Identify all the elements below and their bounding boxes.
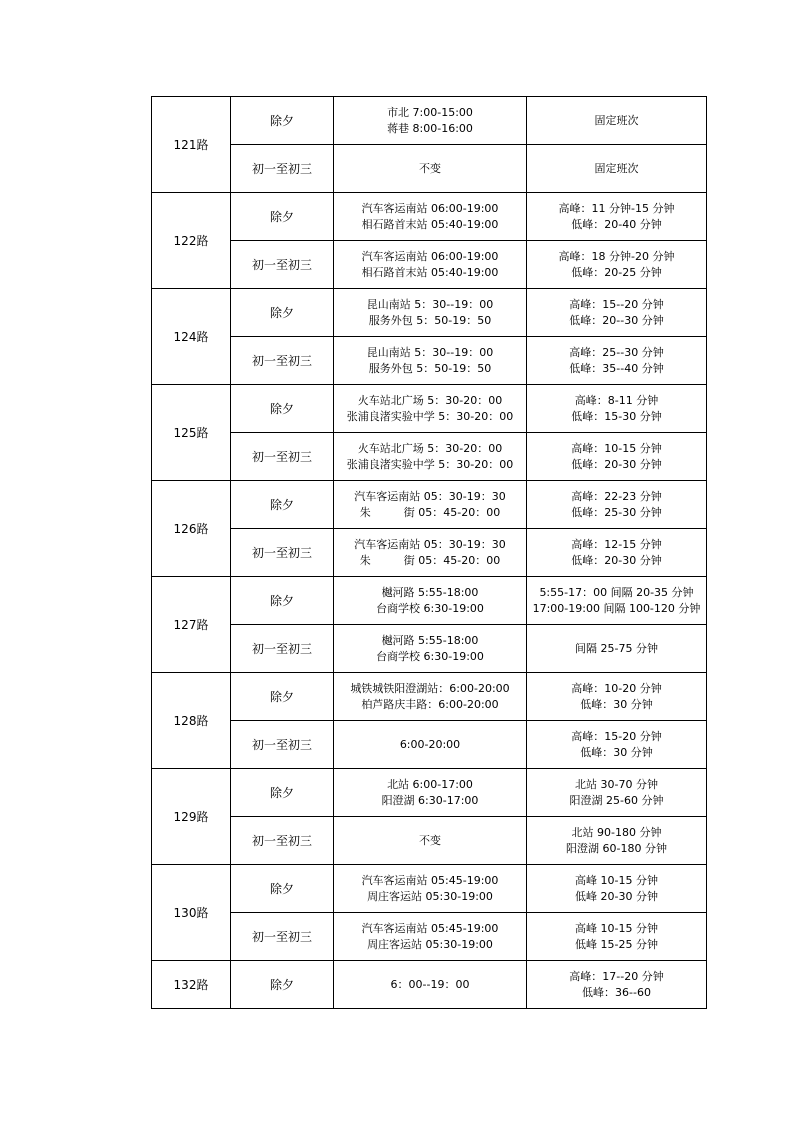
interval-cell — [527, 625, 707, 673]
interval-line: 高峰：22-23 分钟 — [571, 489, 662, 503]
interval-line: 高峰：25--30 分钟 — [569, 345, 664, 359]
operating-hours-line: 北站 6:00-17:00 — [387, 777, 473, 791]
day-cell: 除夕 — [231, 97, 334, 145]
table-row — [152, 625, 707, 673]
interval-line: 低峰：36--60 — [582, 985, 651, 999]
interval-line: 阳澄湖 60-180 分钟 — [566, 841, 667, 855]
operating-hours-line: 周庄客运站 05:30-19:00 — [367, 937, 493, 951]
table-row — [152, 721, 707, 769]
operating-hours-line: 城铁城铁阳澄湖站：6:00-20:00 — [350, 681, 510, 695]
interval-line: 低峰：30 分钟 — [580, 745, 653, 759]
table-row — [152, 385, 707, 433]
operating-hours-line: 阳澄湖 6:30-17:00 — [381, 793, 479, 807]
interval-line: 低峰 20-30 分钟 — [575, 889, 658, 903]
operating-hours-line: 汽车客运南站 06:00-19:00 — [361, 201, 499, 215]
operating-hours-cell — [334, 289, 527, 337]
operating-hours-line: 张浦良渚实验中学 5：30-20：00 — [346, 409, 514, 423]
interval-line: 高峰 10-15 分钟 — [575, 921, 658, 935]
operating-hours-cell — [334, 673, 527, 721]
table-row — [152, 193, 707, 241]
operating-hours-line: 朱 街 05：45-20：00 — [359, 553, 501, 567]
operating-hours-line: 樾河路 5:55-18:00 — [381, 585, 479, 599]
interval-cell — [527, 817, 707, 865]
route-number-cell: 126路 — [152, 481, 231, 577]
interval-line: 高峰：15--20 分钟 — [569, 297, 664, 311]
interval-line: 北站 30-70 分钟 — [575, 777, 658, 791]
interval-cell — [527, 97, 707, 145]
operating-hours-line: 汽车客运南站 05:45-19:00 — [361, 873, 499, 887]
interval-line: 高峰：10-20 分钟 — [571, 681, 662, 695]
operating-hours-cell — [334, 577, 527, 625]
operating-hours-cell — [334, 241, 527, 289]
operating-hours-line: 服务外包 5：50-19：50 — [368, 313, 492, 327]
interval-cell — [527, 529, 707, 577]
operating-hours-cell — [334, 481, 527, 529]
day-cell: 初一至初三 — [231, 433, 334, 481]
day-cell: 初一至初三 — [231, 145, 334, 193]
operating-hours-cell — [334, 145, 527, 193]
operating-hours-line: 台商学校 6:30-19:00 — [376, 649, 484, 663]
route-number-cell: 121路 — [152, 97, 231, 193]
table-row — [152, 97, 707, 145]
interval-line: 高峰：10-15 分钟 — [571, 441, 662, 455]
interval-line: 高峰：8-11 分钟 — [574, 393, 659, 407]
interval-line: 高峰 10-15 分钟 — [575, 873, 658, 887]
interval-line: 低峰 15-25 分钟 — [575, 937, 658, 951]
operating-hours-cell — [334, 865, 527, 913]
operating-hours-line: 相石路首末站 05:40-19:00 — [361, 217, 499, 231]
operating-hours-cell — [334, 721, 527, 769]
interval-line: 低峰：30 分钟 — [580, 697, 653, 711]
day-cell: 初一至初三 — [231, 625, 334, 673]
day-cell: 除夕 — [231, 577, 334, 625]
interval-line: 高峰：11 分钟-15 分钟 — [558, 201, 675, 215]
operating-hours-cell — [334, 97, 527, 145]
interval-line: 高峰：15-20 分钟 — [571, 729, 662, 743]
operating-hours-cell — [334, 817, 527, 865]
interval-cell — [527, 145, 707, 193]
table-row — [152, 577, 707, 625]
table-row — [152, 433, 707, 481]
day-cell: 除夕 — [231, 289, 334, 337]
operating-hours-cell — [334, 193, 527, 241]
table-row — [152, 337, 707, 385]
table-row — [152, 913, 707, 961]
interval-cell — [527, 961, 707, 1009]
table-row — [152, 961, 707, 1009]
route-number-cell: 130路 — [152, 865, 231, 961]
interval-line: 低峰：20--30 分钟 — [569, 313, 664, 327]
interval-cell — [527, 769, 707, 817]
interval-line: 低峰：20-40 分钟 — [571, 217, 662, 231]
interval-line: 低峰：25-30 分钟 — [571, 505, 662, 519]
interval-line: 17:00-19:00 间隔 100-120 分钟 — [532, 601, 701, 615]
interval-line: 高峰：17--20 分钟 — [569, 969, 664, 983]
interval-cell — [527, 577, 707, 625]
interval-line: 低峰：35--40 分钟 — [569, 361, 664, 375]
day-cell: 除夕 — [231, 769, 334, 817]
operating-hours-cell — [334, 769, 527, 817]
operating-hours-line: 汽车客运南站 05：30-19：30 — [354, 537, 506, 551]
operating-hours-cell — [334, 433, 527, 481]
operating-hours-cell — [334, 961, 527, 1009]
operating-hours-cell — [334, 625, 527, 673]
interval-line: 北站 90-180 分钟 — [571, 825, 662, 839]
day-cell: 除夕 — [231, 673, 334, 721]
interval-line: 高峰：18 分钟-20 分钟 — [558, 249, 675, 263]
interval-line: 低峰：20-25 分钟 — [571, 265, 662, 279]
interval-cell — [527, 241, 707, 289]
operating-hours-line: 昆山南站 5：30--19：00 — [366, 345, 494, 359]
operating-hours-cell — [334, 337, 527, 385]
operating-hours-line: 朱 街 05：45-20：00 — [359, 505, 501, 519]
route-number-cell: 124路 — [152, 289, 231, 385]
table-row — [152, 145, 707, 193]
table-row — [152, 673, 707, 721]
operating-hours-line: 不变 — [419, 161, 441, 175]
interval-cell — [527, 865, 707, 913]
day-cell: 初一至初三 — [231, 721, 334, 769]
interval-line: 固定班次 — [594, 161, 639, 175]
operating-hours-line: 不变 — [419, 833, 441, 847]
day-cell: 初一至初三 — [231, 529, 334, 577]
interval-line: 固定班次 — [594, 113, 639, 127]
operating-hours-line: 蒋巷 8:00-16:00 — [387, 121, 473, 135]
table-row — [152, 769, 707, 817]
interval-cell — [527, 193, 707, 241]
operating-hours-cell — [334, 385, 527, 433]
operating-hours-cell — [334, 913, 527, 961]
interval-line: 低峰：15-30 分钟 — [571, 409, 662, 423]
route-number-cell: 128路 — [152, 673, 231, 769]
operating-hours-line: 樾河路 5:55-18:00 — [381, 633, 479, 647]
day-cell: 初一至初三 — [231, 913, 334, 961]
route-number-cell: 129路 — [152, 769, 231, 865]
interval-line: 高峰：12-15 分钟 — [571, 537, 662, 551]
day-cell: 初一至初三 — [231, 817, 334, 865]
table-row — [152, 865, 707, 913]
operating-hours-cell — [334, 529, 527, 577]
day-cell: 除夕 — [231, 865, 334, 913]
interval-cell — [527, 721, 707, 769]
route-number-cell: 132路 — [152, 961, 231, 1009]
holiday-schedule-table — [151, 96, 707, 1009]
operating-hours-line: 服务外包 5：50-19：50 — [368, 361, 492, 375]
operating-hours-line: 6:00-20:00 — [399, 737, 461, 751]
day-cell: 除夕 — [231, 193, 334, 241]
interval-cell — [527, 385, 707, 433]
table-row — [152, 289, 707, 337]
interval-cell — [527, 673, 707, 721]
operating-hours-line: 火车站北广场 5：30-20：00 — [357, 393, 503, 407]
operating-hours-line: 相石路首末站 05:40-19:00 — [361, 265, 499, 279]
table-row — [152, 481, 707, 529]
interval-line: 5:55-17：00 间隔 20-35 分钟 — [539, 585, 694, 599]
interval-cell — [527, 913, 707, 961]
interval-line: 低峰：20-30 分钟 — [571, 457, 662, 471]
operating-hours-line: 汽车客运南站 05：30-19：30 — [354, 489, 506, 503]
interval-cell — [527, 289, 707, 337]
operating-hours-line: 火车站北广场 5：30-20：00 — [357, 441, 503, 455]
interval-cell — [527, 337, 707, 385]
interval-cell — [527, 433, 707, 481]
day-cell: 初一至初三 — [231, 241, 334, 289]
operating-hours-line: 6：00--19：00 — [390, 977, 470, 991]
operating-hours-line: 周庄客运站 05:30-19:00 — [367, 889, 493, 903]
interval-line: 低峰：20-30 分钟 — [571, 553, 662, 567]
table-row — [152, 529, 707, 577]
operating-hours-line: 市北 7:00-15:00 — [387, 105, 473, 119]
day-cell: 除夕 — [231, 385, 334, 433]
day-cell: 除夕 — [231, 961, 334, 1009]
operating-hours-line: 昆山南站 5：30--19：00 — [366, 297, 494, 311]
interval-line: 间隔 25-75 分钟 — [575, 641, 658, 655]
operating-hours-line: 台商学校 6:30-19:00 — [376, 601, 484, 615]
operating-hours-line: 汽车客运南站 06:00-19:00 — [361, 249, 499, 263]
route-number-cell: 125路 — [152, 385, 231, 481]
route-number-cell: 127路 — [152, 577, 231, 673]
interval-line: 阳澄湖 25-60 分钟 — [569, 793, 664, 807]
table-row — [152, 241, 707, 289]
route-number-cell: 122路 — [152, 193, 231, 289]
day-cell: 除夕 — [231, 481, 334, 529]
interval-cell — [527, 481, 707, 529]
operating-hours-line: 汽车客运南站 05:45-19:00 — [361, 921, 499, 935]
operating-hours-line: 柏芦路庆丰路：6:00-20:00 — [361, 697, 499, 711]
schedule-body — [152, 97, 707, 1009]
operating-hours-line: 张浦良渚实验中学 5：30-20：00 — [346, 457, 514, 471]
day-cell: 初一至初三 — [231, 337, 334, 385]
table-row — [152, 817, 707, 865]
